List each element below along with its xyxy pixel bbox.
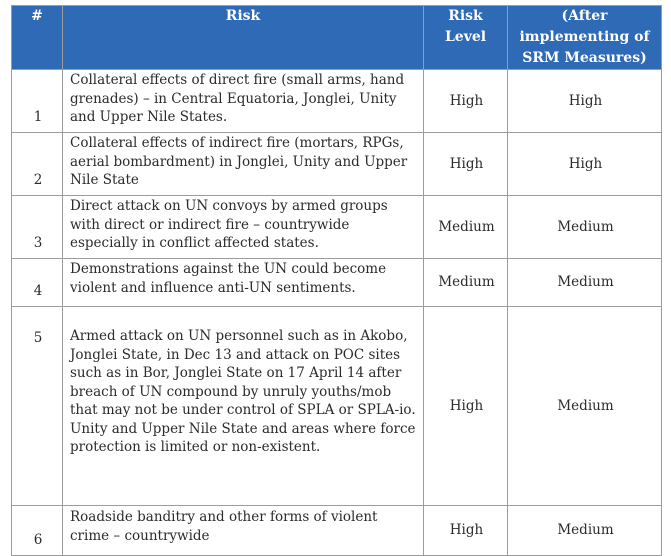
risk-description: Armed attack on UN personnel such as in Akobo, Jonglei State, in Dec 13 and attack on POC sites such as in Bor, Jonglei State on 17 April 14 after breach of UN compound by unruly youths/mob that may not be under control of SPLA or SPLA-io. Unity and Upper Nile State and areas where force protection is limited or non-existent. [63,307,424,506]
risk-level: High [424,506,508,556]
residual-risk-level: High [508,70,662,133]
row-number: 3 [12,196,63,259]
row-number: 5 [12,307,63,506]
residual-risk-level: High [508,133,662,196]
residual-risk-level: Medium [508,506,662,556]
risk-description: Direct attack on UN convoys by armed groups with direct or indirect fire – countrywide especially in conflict affected states. [63,196,424,259]
row-number: 6 [12,506,63,556]
header-risk: Risk [63,6,424,70]
risk-level: Medium [424,196,508,259]
row-number: 1 [12,70,63,133]
header-risk-level: Risk Level [424,6,508,70]
header-row [12,6,662,70]
table-row [12,196,662,259]
row-number: 4 [12,259,63,307]
header-num: # [12,6,63,70]
risk-level: High [424,70,508,133]
header-after-srm: (After implementing of SRM Measures) [508,6,662,70]
table-row [12,133,662,196]
risk-description: Roadside banditry and other forms of violent crime – countrywide [63,506,424,556]
table-row [12,506,662,556]
risk-description: Collateral effects of indirect fire (mortars, RPGs, aerial bombardment) in Jonglei, Unity and Upper Nile State [63,133,424,196]
residual-risk-level: Medium [508,307,662,506]
table-row [12,259,662,307]
risk-level: High [424,307,508,506]
table-row [12,307,662,506]
risk-description: Collateral effects of direct fire (small arms, hand grenades) – in Central Equatoria, Jonglei, Unity and Upper Nile States. [63,70,424,133]
residual-risk-level: Medium [508,259,662,307]
risk-description: Demonstrations against the UN could become violent and influence anti-UN sentiments. [63,259,424,307]
risk-table [11,5,662,556]
residual-risk-level: Medium [508,196,662,259]
table-row [12,70,662,133]
risk-level: High [424,133,508,196]
row-number: 2 [12,133,63,196]
risk-level: Medium [424,259,508,307]
